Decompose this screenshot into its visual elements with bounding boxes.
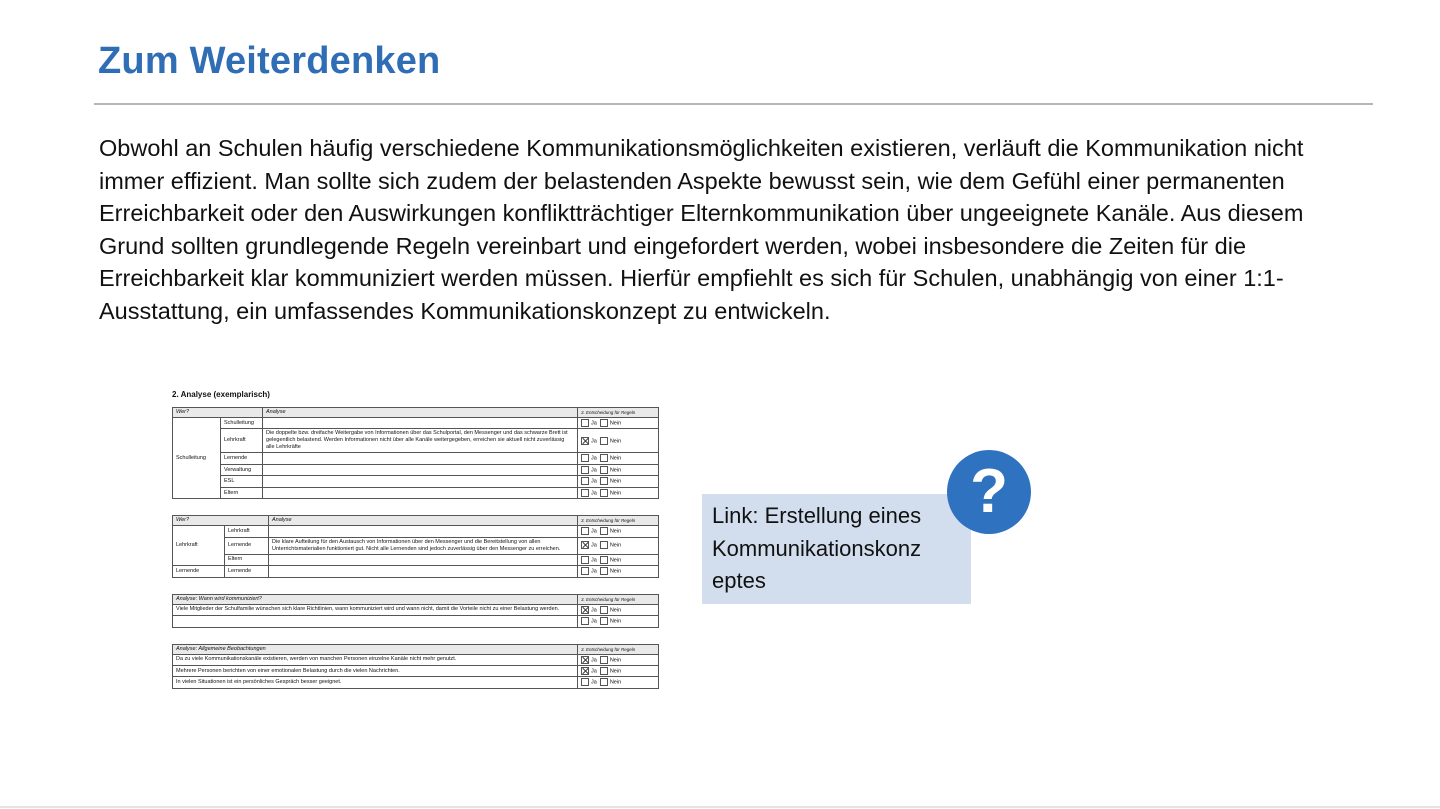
option-nein (600, 477, 621, 485)
decision-cell (578, 665, 659, 676)
option-ja (581, 617, 597, 625)
analysis-cell (269, 554, 578, 565)
nein-label: Nein (609, 467, 622, 474)
option-ja (581, 541, 597, 549)
table-row (173, 537, 659, 554)
role-cell: Lernende (221, 453, 263, 464)
option-nein (600, 437, 621, 445)
analysis-cell: Da zu viele Kommunikationskanäle existieren, werden von manchen Personen einzelne Kanäle nicht mehr genutzt. (173, 654, 578, 665)
table-row (173, 429, 659, 453)
option-ja (581, 678, 597, 686)
decision-cell (578, 616, 659, 627)
nein-label: Nein (609, 528, 622, 535)
ja-label: Ja (591, 607, 597, 614)
decision-cell (578, 476, 659, 487)
role-cell: Eltern (221, 487, 263, 498)
table-when-communicated (172, 594, 659, 628)
option-ja (581, 556, 597, 564)
analysis-cell: Mehrere Personen berichten von einer emotionalen Belastung durch die vielen Nachrichten. (173, 665, 578, 676)
column-header-analysis: Analyse: Wann wird kommuniziert? (173, 594, 578, 604)
decision-cell (578, 566, 659, 577)
table-row (173, 677, 659, 688)
ja-label: Ja (591, 557, 597, 564)
nein-checkbox[interactable] (600, 477, 608, 485)
ja-checkbox[interactable] (581, 567, 589, 575)
role-cell: Lernende (225, 537, 269, 554)
decision-cell (578, 537, 659, 554)
option-nein (600, 454, 621, 462)
nein-checkbox[interactable] (600, 541, 608, 549)
nein-label: Nein (609, 568, 622, 575)
option-ja (581, 489, 597, 497)
analysis-cell (263, 476, 578, 487)
decision-cell (578, 554, 659, 565)
decision-cell (578, 654, 659, 665)
nein-checkbox[interactable] (600, 437, 608, 445)
option-nein (600, 419, 621, 427)
intro-paragraph: Obwohl an Schulen häufig verschiedene Kommunikationsmöglichkeiten existieren, verläuft die Kommunikation nicht immer effizient. Man sollte sich zudem der belastenden Aspekte bewusst sein, wie dem Gefühl einer permanenten Erreichbarkeit oder den Auswirkungen konfliktträchtiger Elternkommunikation über ungeeignete Kanäle. Aus diesem Grund sollten grundlegende Regeln vereinbart und eingefordert werden, wobei insbesondere die Zeiten für die Erreichbarkeit klar kommuniziert werden müssen. Hierfür empfiehlt es sich für Schulen, unabhängig von einer 1:1-Ausstattung, ein umfassendes Kommunikationskonzept zu entwickeln. (99, 135, 1304, 324)
help-icon-glyph: ? (970, 457, 1008, 526)
ja-label: Ja (591, 679, 597, 686)
ja-label: Ja (591, 568, 597, 575)
option-nein (600, 556, 621, 564)
question-mark-icon[interactable] (946, 449, 1032, 535)
table-row (173, 487, 659, 498)
table-row (173, 665, 659, 676)
option-ja (581, 437, 597, 445)
ja-checkbox[interactable] (581, 617, 589, 625)
nein-label: Nein (609, 618, 622, 625)
option-ja (581, 419, 597, 427)
analysis-cell (263, 453, 578, 464)
option-nein (600, 656, 621, 664)
ja-checkbox[interactable] (581, 419, 589, 427)
analysis-cell: Die klare Aufteilung für den Austausch von Informationen über den Messenger und die Bereitstellung von allen Unterrichtsmaterialien funktioniert gut. Nicht alle Lernenden sind jedoch zuverlässig über den Messenger zu erreichen. (269, 537, 578, 554)
analysis-form-image (172, 388, 660, 689)
analysis-cell (263, 464, 578, 475)
group-cell: Schulleitung (173, 418, 221, 499)
table-who-lehrkraft (172, 515, 659, 577)
link-communication-concept[interactable]: Link: Erstellung eines Kommunikationskonz eptes (702, 494, 971, 604)
ja-checkbox[interactable] (581, 454, 589, 462)
decision-cell (578, 677, 659, 688)
table-who-schulleitung (172, 407, 659, 499)
decision-cell (578, 418, 659, 429)
ja-label: Ja (591, 420, 597, 427)
table-row (173, 604, 659, 615)
analysis-cell (269, 526, 578, 537)
column-header-decision: 3. Entscheidung für Regeln (578, 408, 659, 418)
ja-label: Ja (591, 656, 597, 663)
analysis-cell: Die doppelte bzw. dreifache Weitergabe von Informationen über das Schulportal, den Messenger und das schwarze Brett ist gelegentlich belastend. Werden Informationen nicht über alle Kanäle weitergegeben, erreichen sie aktuell nicht zuverlässig alle Lehrkräfte (263, 429, 578, 453)
ja-label: Ja (591, 668, 597, 675)
ja-checkbox[interactable] (581, 437, 589, 445)
ja-checkbox[interactable] (581, 541, 589, 549)
role-cell: Lehrkraft (221, 429, 263, 453)
nein-checkbox[interactable] (600, 617, 608, 625)
ja-checkbox[interactable] (581, 606, 589, 614)
title-divider (94, 103, 1373, 105)
nein-label: Nein (609, 490, 622, 497)
nein-checkbox[interactable] (600, 489, 608, 497)
nein-checkbox[interactable] (600, 606, 608, 614)
nein-checkbox[interactable] (600, 527, 608, 535)
nein-label: Nein (609, 557, 622, 564)
table-row (173, 476, 659, 487)
option-ja (581, 567, 597, 575)
ja-checkbox[interactable] (581, 477, 589, 485)
nein-checkbox[interactable] (600, 454, 608, 462)
footer-divider (0, 806, 1440, 808)
decision-cell (578, 453, 659, 464)
role-cell: Lernende (225, 566, 269, 577)
decision-cell (578, 464, 659, 475)
decision-cell (578, 526, 659, 537)
table-row (173, 566, 659, 577)
nein-label: Nein (609, 420, 622, 427)
table-row (173, 464, 659, 475)
nein-checkbox[interactable] (600, 667, 608, 675)
decision-cell (578, 487, 659, 498)
table-row (173, 616, 659, 627)
option-nein (600, 567, 621, 575)
ja-label: Ja (591, 490, 597, 497)
nein-label: Nein (609, 542, 622, 549)
option-nein (600, 466, 621, 474)
ja-label: Ja (591, 467, 597, 474)
option-ja (581, 667, 597, 675)
nein-label: Nein (609, 607, 622, 614)
decision-cell (578, 604, 659, 615)
option-ja (581, 527, 597, 535)
role-cell: Verwaltung (221, 464, 263, 475)
column-header-analysis: Analyse: Allgemeine Beobachtungen (173, 644, 578, 654)
table-row (173, 554, 659, 565)
option-nein (600, 617, 621, 625)
role-cell: Lehrkraft (225, 526, 269, 537)
option-ja (581, 656, 597, 664)
nein-label: Nein (609, 478, 622, 485)
ja-label: Ja (591, 478, 597, 485)
option-ja (581, 454, 597, 462)
column-header-decision: 3. Entscheidung für Regeln (578, 594, 659, 604)
group-cell: Lehrkraft (173, 526, 225, 566)
nein-checkbox[interactable] (600, 678, 608, 686)
nein-label: Nein (609, 656, 622, 663)
nein-checkbox[interactable] (600, 466, 608, 474)
option-nein (600, 678, 621, 686)
analysis-cell (263, 487, 578, 498)
ja-checkbox[interactable] (581, 466, 589, 474)
option-ja (581, 466, 597, 474)
analysis-cell: In vielen Situationen ist ein persönliches Gespräch besser geeignet. (173, 677, 578, 688)
analysis-cell: Viele Mitglieder der Schulfamilie wünschen sich klare Richtlinien, wann kommuniziert wird und wann nicht, damit die Vorteile nicht zu einer Belastung werden. (173, 604, 578, 615)
nein-checkbox[interactable] (600, 656, 608, 664)
column-header-analysis: Analyse (269, 516, 578, 526)
nein-label: Nein (609, 679, 622, 686)
option-ja (581, 477, 597, 485)
ja-label: Ja (591, 455, 597, 462)
decision-cell (578, 429, 659, 453)
role-cell: Schulleitung (221, 418, 263, 429)
nein-checkbox[interactable] (600, 567, 608, 575)
column-header-decision: 3. Entscheidung für Regeln (578, 644, 659, 654)
ja-checkbox[interactable] (581, 489, 589, 497)
ja-checkbox[interactable] (581, 667, 589, 675)
column-header-who: Wer? (173, 408, 263, 418)
option-ja (581, 606, 597, 614)
table-row (173, 418, 659, 429)
column-header-analysis: Analyse (263, 408, 578, 418)
form-heading: 2. Analyse (exemplarisch) (172, 390, 270, 399)
option-nein (600, 667, 621, 675)
analysis-cell (173, 616, 578, 627)
option-nein (600, 527, 621, 535)
column-header-who: Wer? (173, 516, 269, 526)
option-nein (600, 489, 621, 497)
column-header-decision: 3. Entscheidung für Regeln (578, 516, 659, 526)
analysis-cell (263, 418, 578, 429)
nein-label: Nein (609, 455, 622, 462)
table-row (173, 453, 659, 464)
nein-label: Nein (609, 668, 622, 675)
table-general-observations (172, 644, 659, 689)
slide-title: Zum Weiterdenken (98, 40, 441, 82)
ja-label: Ja (591, 542, 597, 549)
ja-label: Ja (591, 528, 597, 535)
nein-label: Nein (609, 438, 622, 445)
group-cell: Lernende (173, 566, 225, 577)
role-cell: Eltern (225, 554, 269, 565)
nein-checkbox[interactable] (600, 419, 608, 427)
ja-checkbox[interactable] (581, 527, 589, 535)
table-row (173, 654, 659, 665)
option-nein (600, 541, 621, 549)
ja-checkbox[interactable] (581, 678, 589, 686)
option-nein (600, 606, 621, 614)
analysis-cell (269, 566, 578, 577)
ja-checkbox[interactable] (581, 656, 589, 664)
role-cell: ESL (221, 476, 263, 487)
nein-checkbox[interactable] (600, 556, 608, 564)
table-row (173, 526, 659, 537)
ja-label: Ja (591, 618, 597, 625)
ja-label: Ja (591, 438, 597, 445)
ja-checkbox[interactable] (581, 556, 589, 564)
